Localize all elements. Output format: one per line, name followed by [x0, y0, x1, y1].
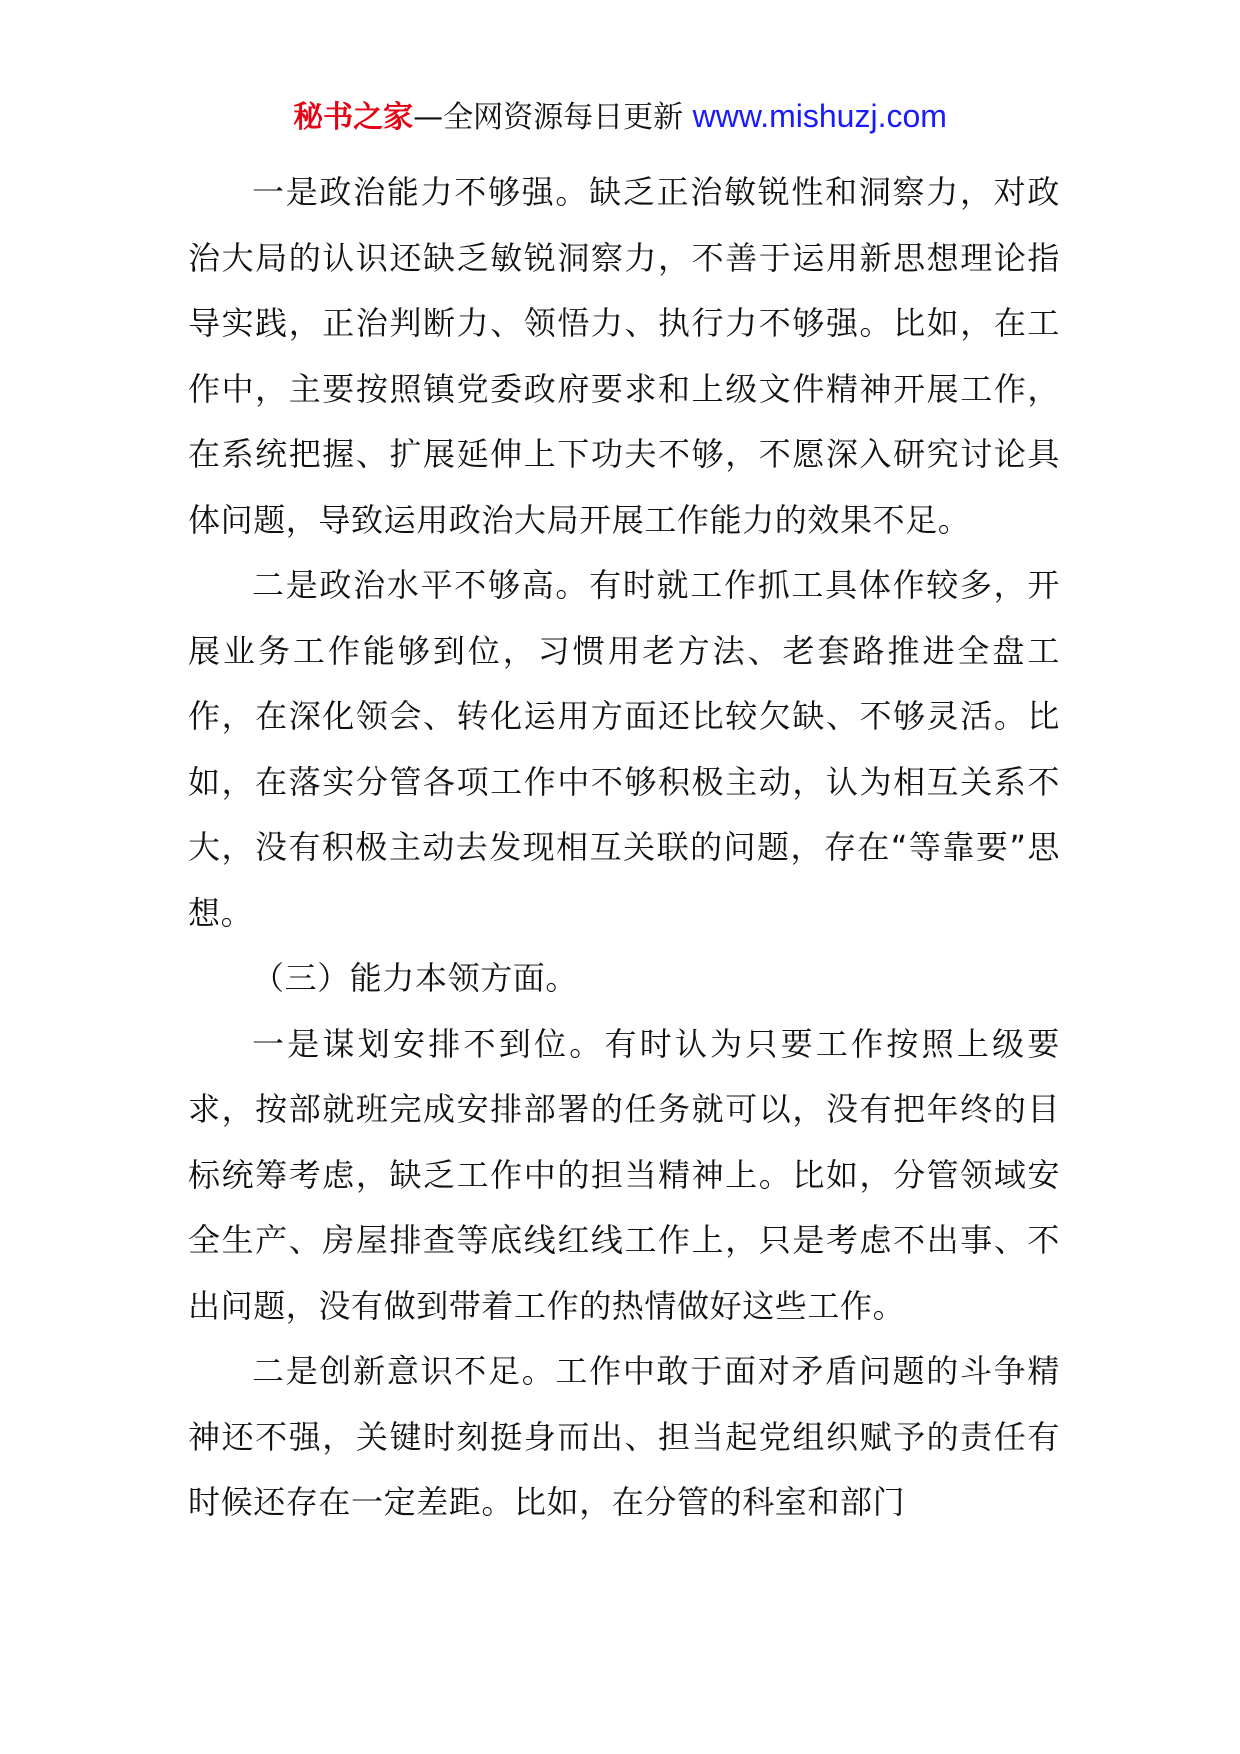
site-url-link[interactable]: www.mishuzj.com — [692, 98, 947, 134]
paragraph: 一是谋划安排不到位。有时认为只要工作按照上级要求，按部就班完成安排部署的任务就可以，没有把年终的目标统筹考虑，缺乏工作中的担当精神上。比如，分管领域安全生产、房屋排查等底线红线工作上，只是考虑不出事、不出问题，没有做到带着工作的热情做好这些工作。 — [188, 1024, 1060, 1325]
section-heading: （三）能力本领方面。 — [252, 959, 579, 997]
paragraph: 二是创新意识不足。工作中敢于面对矛盾问题的斗争精神还不强，关键时刻挺身而出、担当起党组织赋予的责任有时候还存在一定差距。比如，在分管的科室和部门 — [188, 1352, 1060, 1521]
paragraph: 二是政治水平不够高。有时就工作抓工具体作较多，开展业务工作能够到位，习惯用老方法、老套路推进全盘工作，在深化领会、转化运用方面还比较欠缺、不够灵活。比如，在落实分管各项工作中不够积极主动，认为相互关系不大，没有积极主动去发现相互关联的问题，存在“等靠要”思想。 — [188, 566, 1060, 932]
site-header — [0, 96, 1240, 138]
header-slogan: —全网资源每日更新 — [413, 100, 684, 135]
paragraph: 一是政治能力不够强。缺乏正治敏锐性和洞察力，对政治大局的认识还缺乏敏锐洞察力，不善于运用新思想理论指导实践，正治判断力、领悟力、执行力不够强。比如，在工作中，主要按照镇党委政府要求和上级文件精神开展工作，在系统把握、扩展延伸上下功夫不够，不愿深入研究讨论具体问题，导致运用政治大局开展工作能力的效果不足。 — [188, 173, 1060, 539]
document-body — [188, 160, 1060, 1536]
brand-name: 秘书之家 — [293, 100, 414, 135]
